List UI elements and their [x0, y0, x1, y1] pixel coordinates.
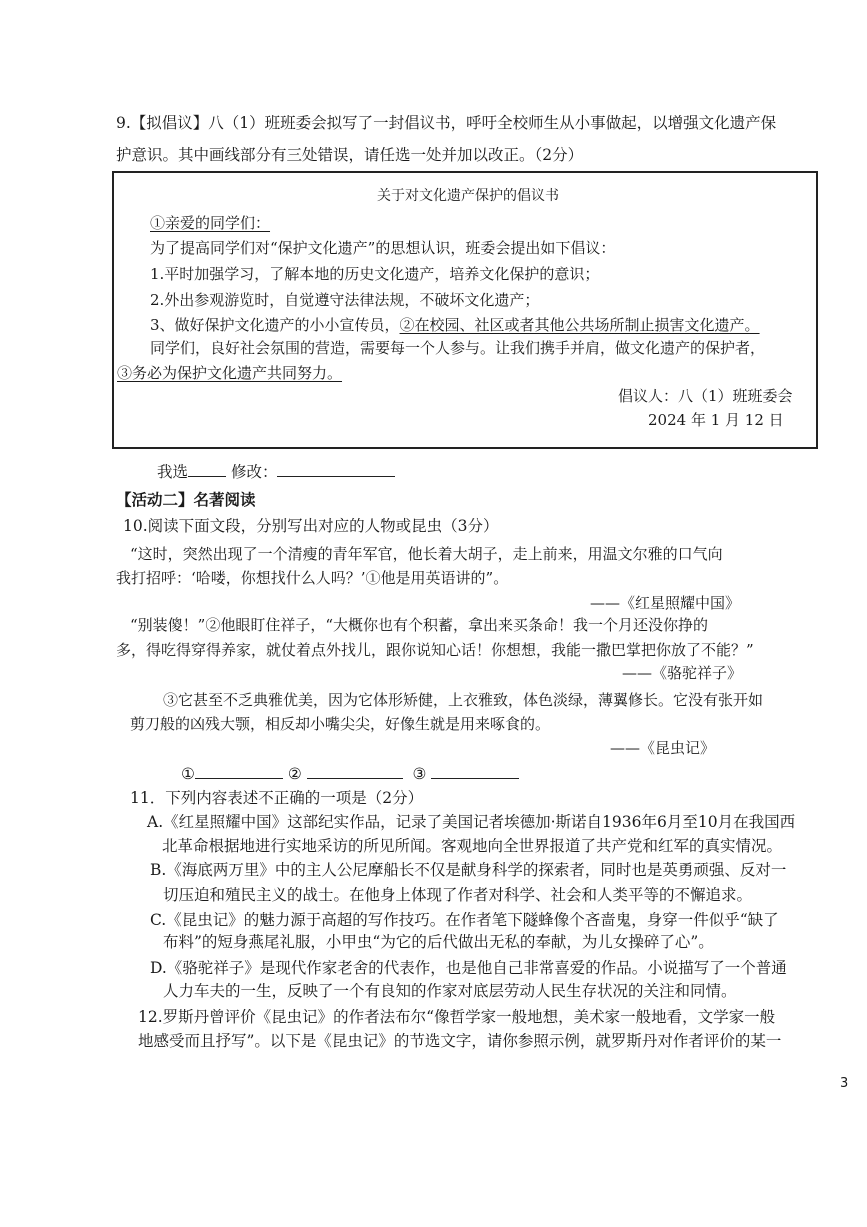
q10-passage3-line1: ③它甚至不乏典雅优美，因为它体形矫健，上衣雅致，体色淡绿，薄翼修长。它没有张开如: [163, 691, 764, 709]
proposal-date: 2024 年 1 月 12 日: [648, 411, 784, 429]
blank1-input[interactable]: [195, 764, 283, 779]
proposal-intro: 为了提高同学们对“保护文化遗产”的思想认识，班委会提出如下倡议：: [150, 239, 616, 257]
q11-option-a-line2: 北革命根据地进行实地采访的所见所闻。客观地向全世界报道了共产党和红军的真实情况。: [162, 837, 783, 855]
q11-option-b-line2: 切压迫和殖民主义的战士。在他身上体现了作者对科学、社会和人类平等的不懈追求。: [163, 886, 753, 904]
proposal-signer: 倡议人：八（1）班班委会: [618, 387, 793, 405]
q12-line2: 地感受而且抒写”。以下是《昆虫记》的节选文字，请你参照示例，就罗斯丹对作者评价的某一: [138, 1032, 782, 1050]
q9-line1: 9.【拟倡议】八（1）班班委会拟写了一封倡议书，呼吁全校师生从小事做起，以增强文化遗产保: [116, 114, 777, 132]
q11-option-c-line1: C.《昆虫记》的魅力源于高超的写作技巧。在作者笔下隧蜂像个吝啬鬼，身穿一件似乎“缺了: [150, 911, 779, 929]
q11-option-d-line2: 人力车夫的一生，反映了一个有良知的作家对底层劳动人民生存状况的关注和同情。: [163, 982, 737, 1000]
proposal-title: 关于对文化遗产保护的倡议书: [377, 188, 559, 204]
q11-option-c-line2: 布料”的短身燕尾礼服，小甲虫“为它的后代做出无私的奉献，为儿女操碎了心”。: [163, 933, 714, 951]
choose-blank[interactable]: [188, 462, 226, 477]
blank2-input[interactable]: [307, 764, 403, 779]
fix-blank[interactable]: [277, 462, 395, 477]
q11-option-d-line1: D.《骆驼祥子》是现代作家老舍的代表作，也是他自己非常喜爱的作品。小说描写了一个普通: [150, 959, 787, 977]
proposal-item4: 同学们，良好社会氛围的营造，需要每一个人参与。让我们携手并肩，做文化遗产的保护者，: [150, 339, 766, 357]
q10-passage1-line1: “这时，突然出现了一个清瘦的青年军官，他长着大胡子，走上前来，用温文尔雅的口气向: [130, 545, 723, 563]
q9-answer: [157, 462, 395, 482]
activity2-heading: 【活动二】名著阅读: [116, 490, 256, 509]
proposal-item3-text: 3、做好保护文化遗产的小小宣传员，: [150, 316, 400, 334]
blank1-label: ①: [181, 765, 195, 783]
blank3-label: ③: [412, 765, 427, 783]
q10-passage3-line2: 剪刀般的凶残大颚，相反却小嘴尖尖，好像生就是用来啄食的。: [130, 715, 551, 733]
blank2-label: ②: [287, 765, 302, 783]
q10-prompt: 10.阅读下面文段，分别写出对应的人物或昆虫（3分）: [123, 517, 499, 535]
proposal-item2: 2.外出参观游览时，自觉遵守法律法规，不破坏文化遗产；: [150, 291, 540, 309]
fix-label: 修改：: [230, 463, 278, 481]
proposal-item3: [150, 315, 760, 335]
proposal-salutation: ①亲爱的同学们：: [150, 214, 271, 232]
q10-source1: ——《红星照耀中国》: [590, 594, 741, 612]
choose-label: 我选: [157, 463, 189, 481]
q10-source2: ——《骆驼祥子》: [622, 664, 743, 682]
q10-blanks: [181, 764, 519, 784]
proposal-item3-underlined: ②在校园、社区或者其他公共场所制止损害文化遗产。: [399, 316, 760, 334]
q10-passage2-line2: 多，得吃得穿得养家，就仗着点外找儿，跟你说知心话！你想想，我能一撒巴掌把你放了不能？”: [116, 641, 754, 659]
q10-source3: ——《昆虫记》: [610, 739, 716, 757]
proposal-item5: ③务必为保护文化遗产共同努力。: [117, 364, 343, 382]
q11-option-b-line1: B.《海底两万里》中的主人公尼摩船长不仅是献身科学的探索者，同时也是英勇顽强、反对一: [150, 861, 787, 879]
q11-prompt: 11．下列内容表述不正确的一项是（2分）: [130, 789, 424, 807]
q10-passage1-line2: 我打招呼：‘哈喽，你想找什么人吗？’①他是用英语讲的”。: [116, 569, 509, 587]
page-number: 3: [840, 1076, 849, 1091]
proposal-item1: 1.平时加强学习，了解本地的历史文化遗产，培养文化保护的意识；: [150, 265, 600, 283]
q9-line2: 护意识。其中画线部分有三处错误，请任选一处并加以改正。（2分）: [116, 146, 584, 164]
q11-option-a-line1: A.《红星照耀中国》这部纪实作品，记录了美国记者埃德加·斯诺自1936年6月至10月在我国西: [147, 813, 796, 831]
q10-passage2-line1: “别装傻！”②他眼盯住祥子，“大概你也有个积蓄，拿出来买条命！我一个月还没你挣的: [130, 616, 709, 634]
q12-line1: 12.罗斯丹曾评价《昆虫记》的作者法布尔“像哲学家一般地想，美术家一般地看，文学家一般: [138, 1008, 776, 1026]
blank3-input[interactable]: [431, 764, 519, 779]
